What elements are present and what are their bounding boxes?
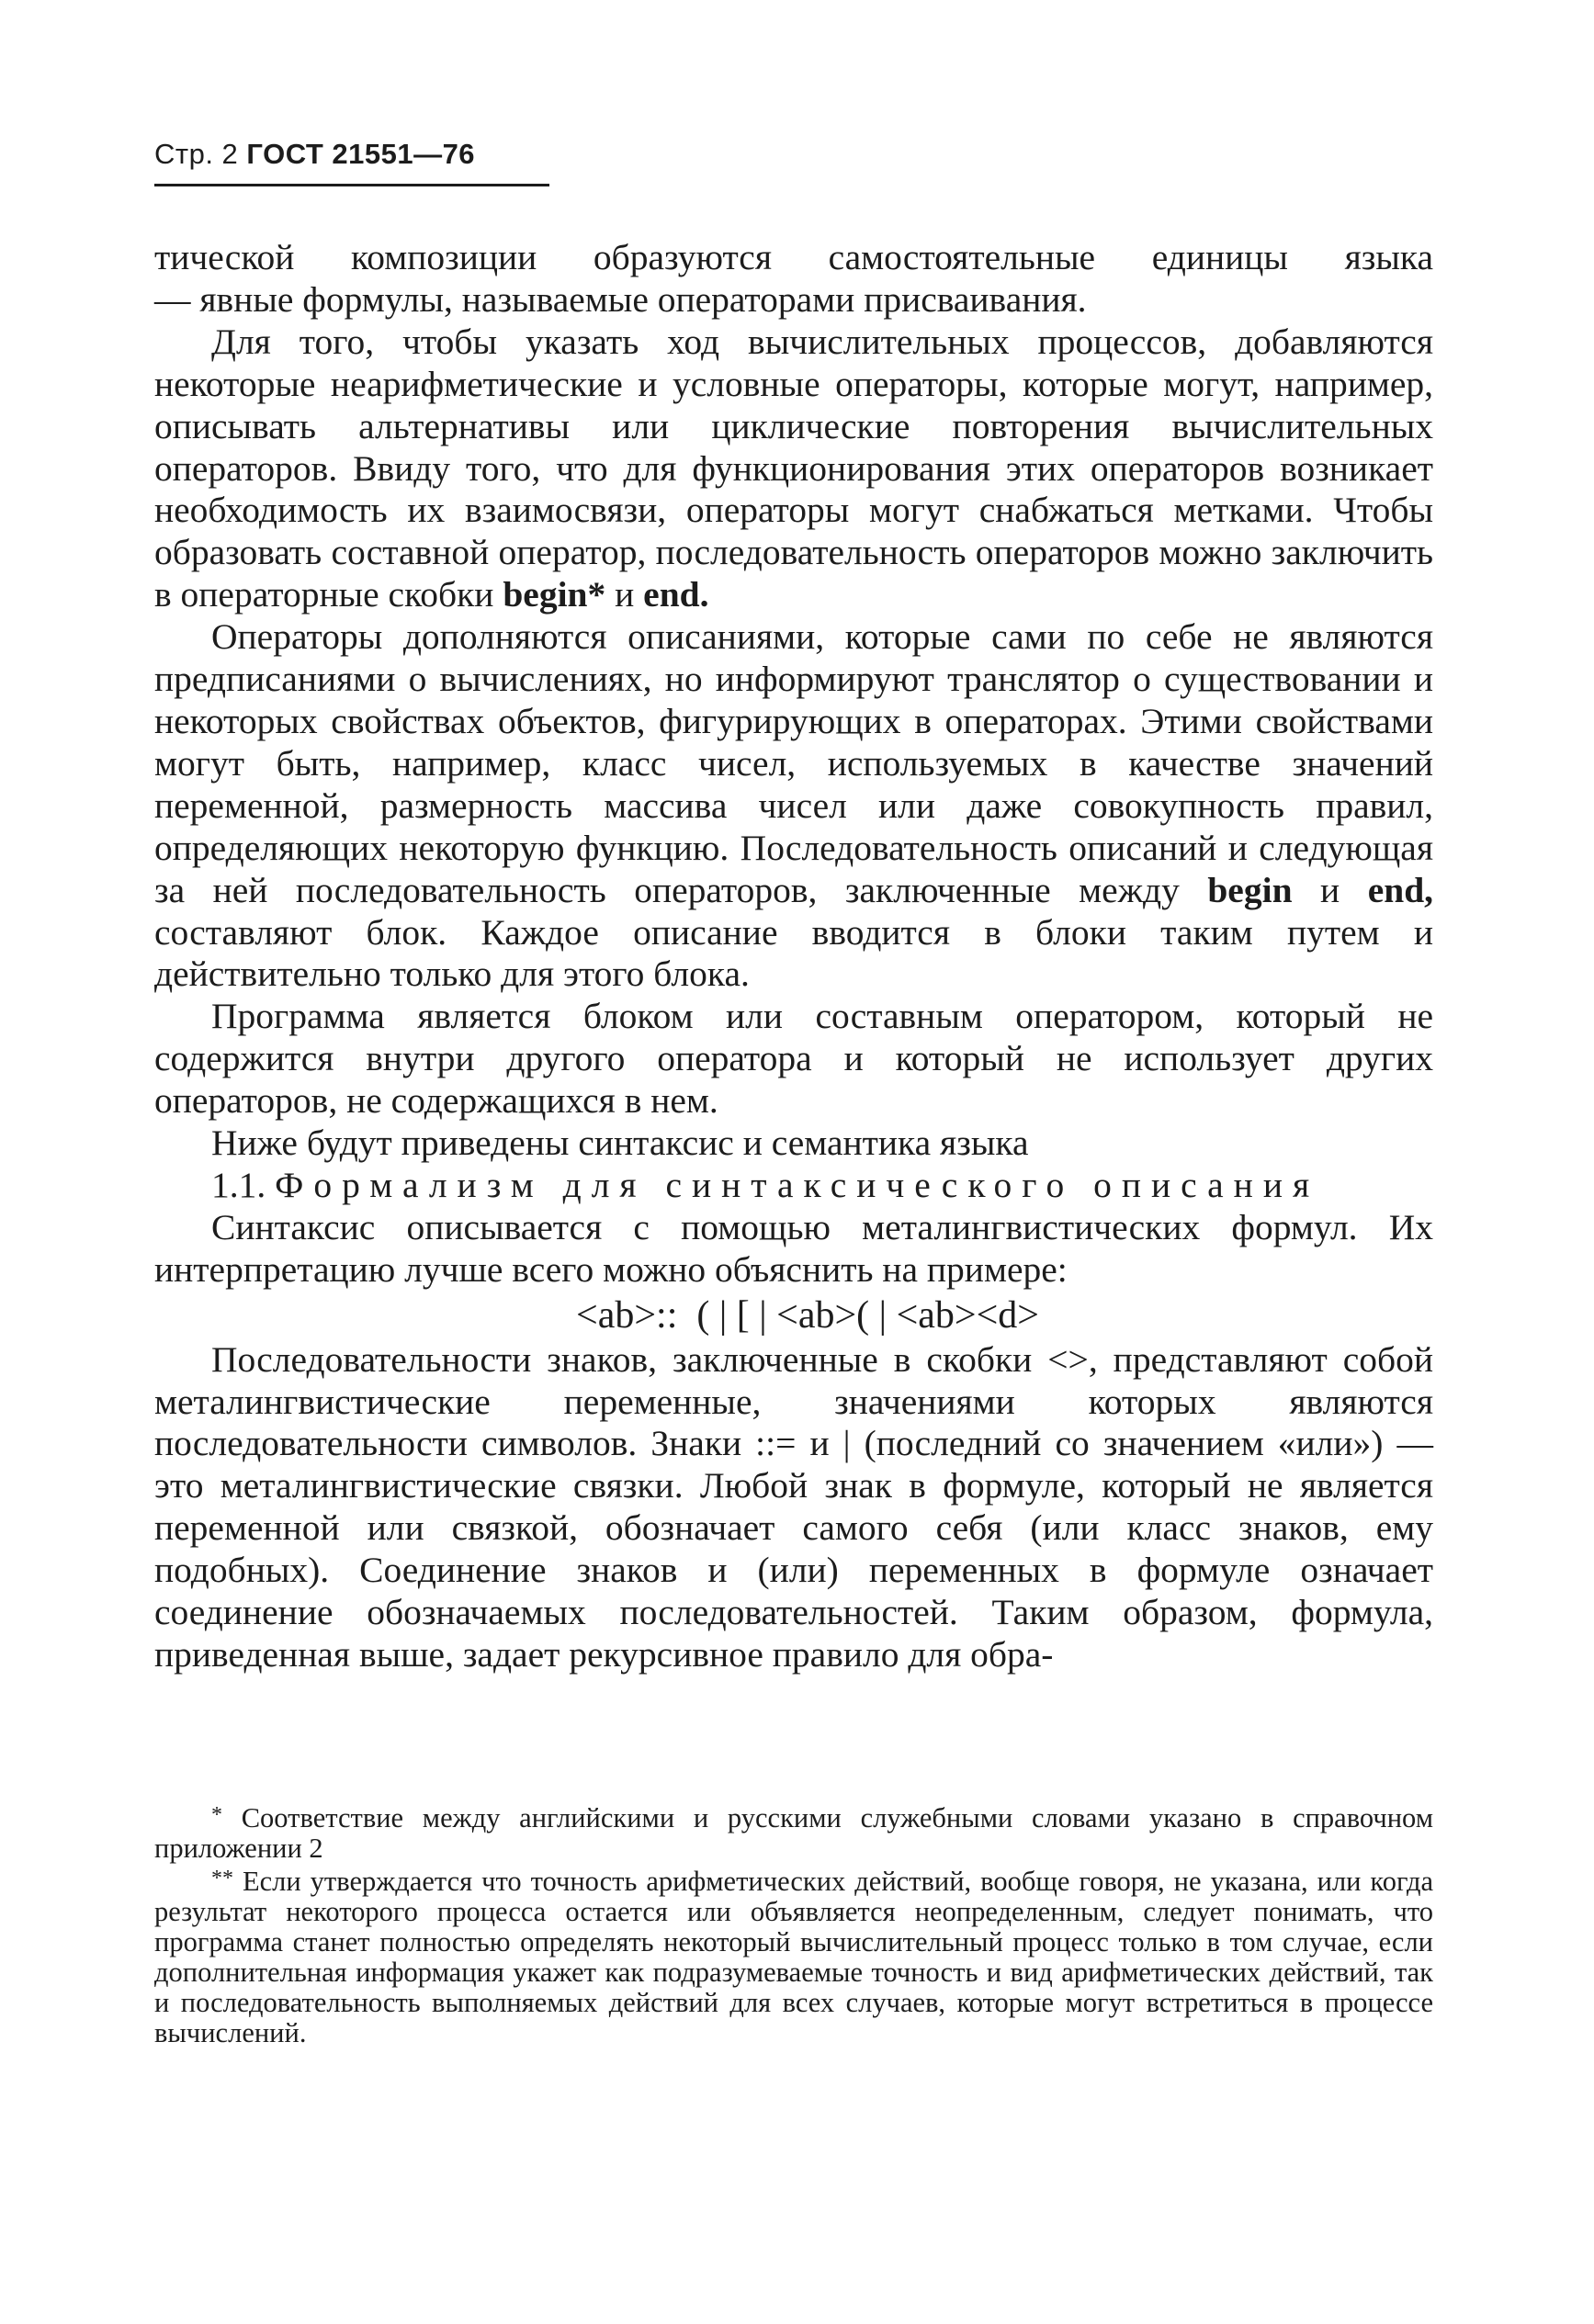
main-text [154,237,1433,1676]
page-header [154,138,475,171]
conjunction: и [1320,869,1340,910]
standard-number: ГОСТ 21551—76 [246,138,476,170]
footnote [154,1800,1433,1864]
keyword-begin: begin [1207,869,1293,910]
paragraph [154,616,1433,996]
footnote-mark: ** [211,1867,233,1890]
keyword-end: end. [643,574,709,615]
paragraph-line: тической композиции образуются самостоятельные единицы языка [154,237,1433,277]
paragraph: Ниже будут приведены синтаксис и семантика языка [211,1123,1029,1164]
footnote-text: Соответствие между английскими и русскими служебными словами указано в справочном приложении 2 [154,1802,1433,1864]
keyword-end: end, [1367,869,1434,910]
paragraph-text: составляют блок. Каждое описание вводится в блоки таким путем и действительно только для этого блока. [154,911,1433,995]
section-title: Формализм для синтаксического описания [275,1164,1320,1205]
footnote-mark: * [211,1803,222,1827]
header-rule [154,184,549,186]
paragraph-text: Для того, чтобы указать ход вычислительных процессов, добавляются некоторые неарифметические и условные операторы, которые могут, например, описывать альтернативы или циклические повторения вычислительных операторов. Ввиду того, что для функционирования этих операторов возникает необходимость их взаимосвязи, операторы могут снабжаться метками. Чтобы образовать составной оператор, последовательность операторов можно заключить в операторные скобки [154,321,1433,615]
footnotes [154,1800,1433,2048]
paragraph: Последовательности знаков, заключенные в скобки <>, представляют собой металингвистические переменные, значениями которых являются последовательности символов. Знаки ::= и | (последний со значением «или») — это металингвистические связки. Любой знак в формуле, который не является переменной или связкой, обозначает самого себя (или класс знаков, ему подобных). Соединение знаков и (или) переменных в формуле означает соединение обозначаемых последовательностей. Таким образом, формула, приведенная выше, задает рекурсивное правило для обра- [154,1338,1433,1675]
paragraph [154,322,1433,616]
footnote-text: Если утверждается что точность арифметических действий, вообще говоря, не указана, или когда результат некоторого процесса остается или объявляется неопределенным, следует понимать, что программа станет полностью определять некоторый вычислительный процесс только в том случае, если дополнительная информация укажет как подразумеваемые точность и вид арифметических действий, так и последовательность выполняемых действий для всех случаев, которые могут встретиться в процессе вычислений. [154,1866,1434,2048]
keyword-begin: begin* [503,574,606,615]
footnote [154,1864,1433,2048]
paragraph: Синтаксис описывается с помощью металингвистических формул. Их интерпретацию лучше всего можно объяснить на примере: [154,1206,1433,1290]
paragraph-text: Операторы дополняются описаниями, которые сами по себе не являются предписаниями о вычислениях, но информируют транслятор о существовании и некоторых свойствах объектов, фигурирующих в операторах. Этими свойствами могут быть, например, класс чисел, используемых в качестве значений переменной, размерность массива чисел или даже совокупность правил, определяющих некоторую функцию. Последовательность описаний и следующая за ней последовательность операторов, заключенные между [154,616,1433,910]
section-heading [154,1165,1433,1207]
conjunction: и [615,574,635,615]
page-number-label: Стр. 2 [154,138,239,170]
paragraph: Программа является блоком или составным оператором, который не содержится внутри другого оператора и который не использует других операторов, не содержащихся в нем. [154,996,1433,1122]
section-number: 1.1. [211,1164,266,1205]
paragraph-line: — явные формулы, называемые операторами присваивания. [154,278,1087,320]
metalinguistic-formula: <ab>:: ( | [ | <ab>( | <ab><d> [576,1293,1039,1337]
